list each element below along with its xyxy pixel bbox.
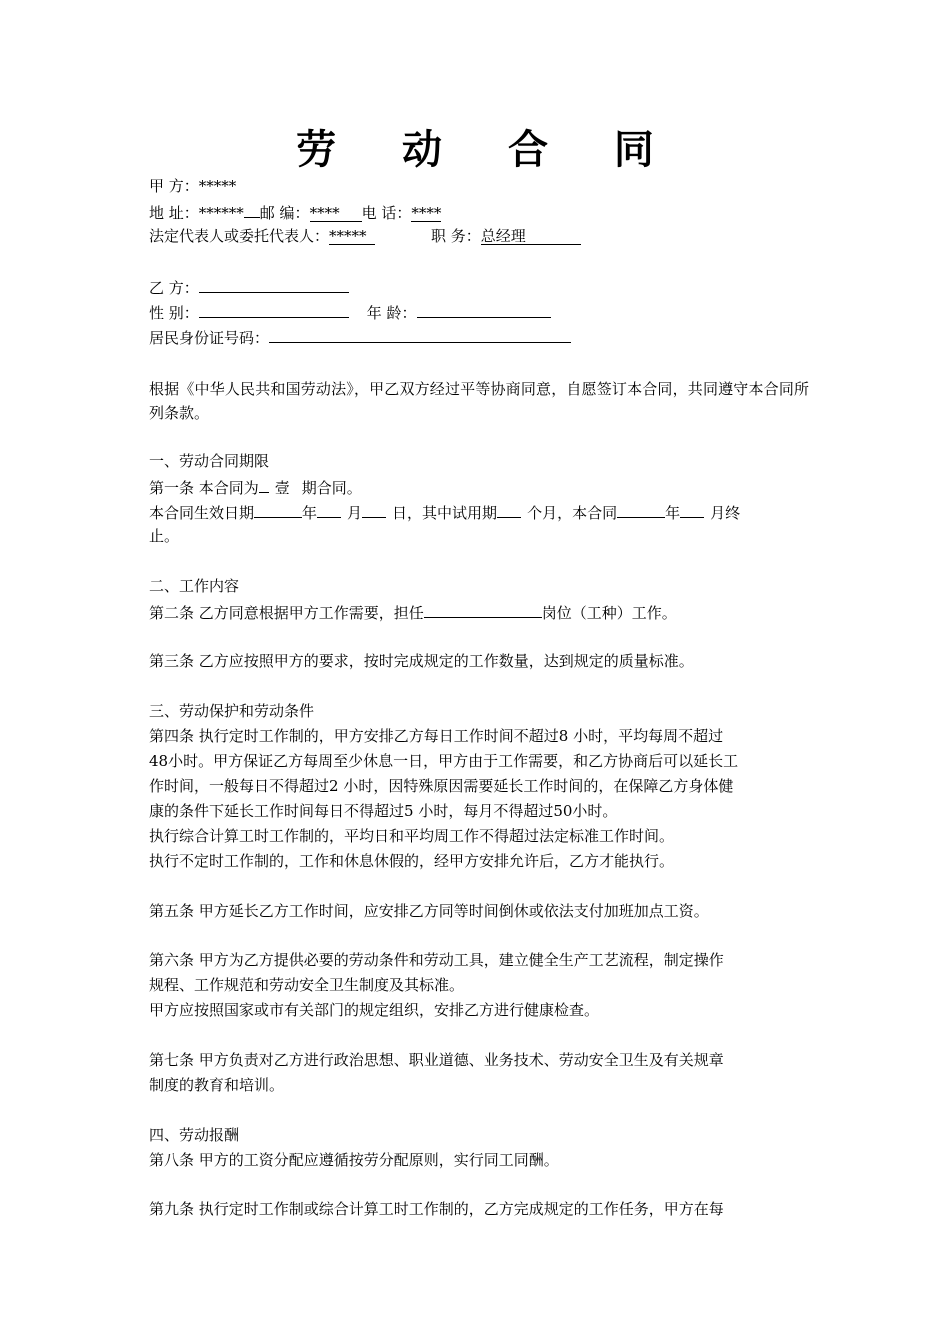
party-a-name: ***** bbox=[198, 177, 237, 195]
party-b-gender-blank bbox=[199, 301, 349, 318]
article-8: 第八条 甲方的工资分配应遵循按劳分配原则，实行同工同酬。 bbox=[149, 1151, 559, 1169]
intro-paragraph: 根据《中华人民共和国劳动法》，甲乙双方经过平等协商同意，自愿签订本合同，共同遵守本合同所列条款。 bbox=[149, 380, 809, 422]
article-1: 第一条 本合同为 壹 期合同。 bbox=[149, 476, 809, 498]
contract-dates-line-2: 止。 bbox=[149, 527, 180, 545]
party-a-position: 总经理 bbox=[481, 228, 581, 245]
article-5: 第五条 甲方延长乙方工作时间，应安排乙方同等时间倒休或依法支付加班加点工资。 bbox=[149, 902, 709, 920]
article-2: 第二条 乙方同意根据甲方工作需要，担任 岗位（工种）工作。 bbox=[149, 601, 809, 623]
article-4-para-3: 执行不定时工作制的，工作和休息休假的，经甲方安排允许后，乙方才能执行。 bbox=[149, 852, 675, 870]
party-a-rep-line: 法定代表人或委托代表人：***** 职 务：总经理 bbox=[149, 226, 809, 246]
party-a-rep: ***** bbox=[329, 228, 375, 245]
party-a-address-line: 地 址：****** 邮 编：**** 电 话：**** bbox=[149, 201, 809, 223]
party-b-id-line: 居民身份证号码： bbox=[149, 326, 809, 348]
article-6-line-2: 规程、工作规范和劳动安全卫生制度及其标准。 bbox=[149, 976, 465, 994]
party-b-id-blank bbox=[269, 326, 571, 343]
party-b-age-blank bbox=[417, 301, 551, 318]
party-a-line: 甲 方：***** bbox=[149, 177, 237, 195]
article-6-line-1: 第六条 甲方为乙方提供必要的劳动条件和劳动工具，建立健全生产工艺流程，制定操作 bbox=[149, 951, 724, 969]
party-b-gender-age-line: 性 别： 年 龄： bbox=[149, 301, 809, 323]
article-9: 第九条 执行定时工作制或综合计算工时工作制的，乙方完成规定的工作任务，甲方在每 bbox=[149, 1200, 724, 1218]
section-3-heading: 三、劳动保护和劳动条件 bbox=[149, 702, 315, 720]
article-6-para-2: 甲方应按照国家或市有关部门的规定组织，安排乙方进行健康检查。 bbox=[149, 1001, 600, 1019]
contract-dates-line: 本合同生效日期 年 月 日，其中试用期 个月，本合同 年 月终 bbox=[149, 501, 809, 523]
article-7-line-2: 制度的教育和培训。 bbox=[149, 1076, 285, 1094]
party-a-phone: **** bbox=[411, 204, 442, 222]
article-4-line-1: 第四条 执行定时工作制的，甲方安排乙方每日工作时间不超过8 小时，平均每周不超过 bbox=[149, 727, 724, 745]
party-b-line: 乙 方： bbox=[149, 276, 809, 298]
section-2-heading: 二、工作内容 bbox=[149, 577, 240, 595]
section-1-heading: 一、劳动合同期限 bbox=[149, 452, 270, 470]
article-4-line-2: 48小时。甲方保证乙方每周至少休息一日，甲方由于工作需要，和乙方协商后可以延长工 bbox=[149, 752, 739, 770]
document-title: 劳 动 合 同 bbox=[296, 126, 680, 173]
article-3: 第三条 乙方应按照甲方的要求，按时完成规定的工作数量，达到规定的质量标准。 bbox=[149, 652, 694, 670]
party-a-address: ****** bbox=[198, 204, 244, 222]
article-4-line-4: 康的条件下延长工作时间每日不得超过5 小时，每月不得超过50小时。 bbox=[149, 802, 618, 820]
party-b-name-blank bbox=[199, 276, 349, 293]
party-a-postcode: **** bbox=[310, 205, 362, 222]
article-7-line-1: 第七条 甲方负责对乙方进行政治思想、职业道德、业务技术、劳动安全卫生及有关规章 bbox=[149, 1051, 724, 1069]
article-4-line-3: 作时间，一般每日不得超过2 小时，因特殊原因需要延长工作时间的，在保障乙方身体健 bbox=[149, 777, 734, 795]
section-4-heading: 四、劳动报酬 bbox=[149, 1126, 240, 1144]
article-4-para-2: 执行综合计算工时工作制的，平均日和平均周工作不得超过法定标准工作时间。 bbox=[149, 827, 675, 845]
